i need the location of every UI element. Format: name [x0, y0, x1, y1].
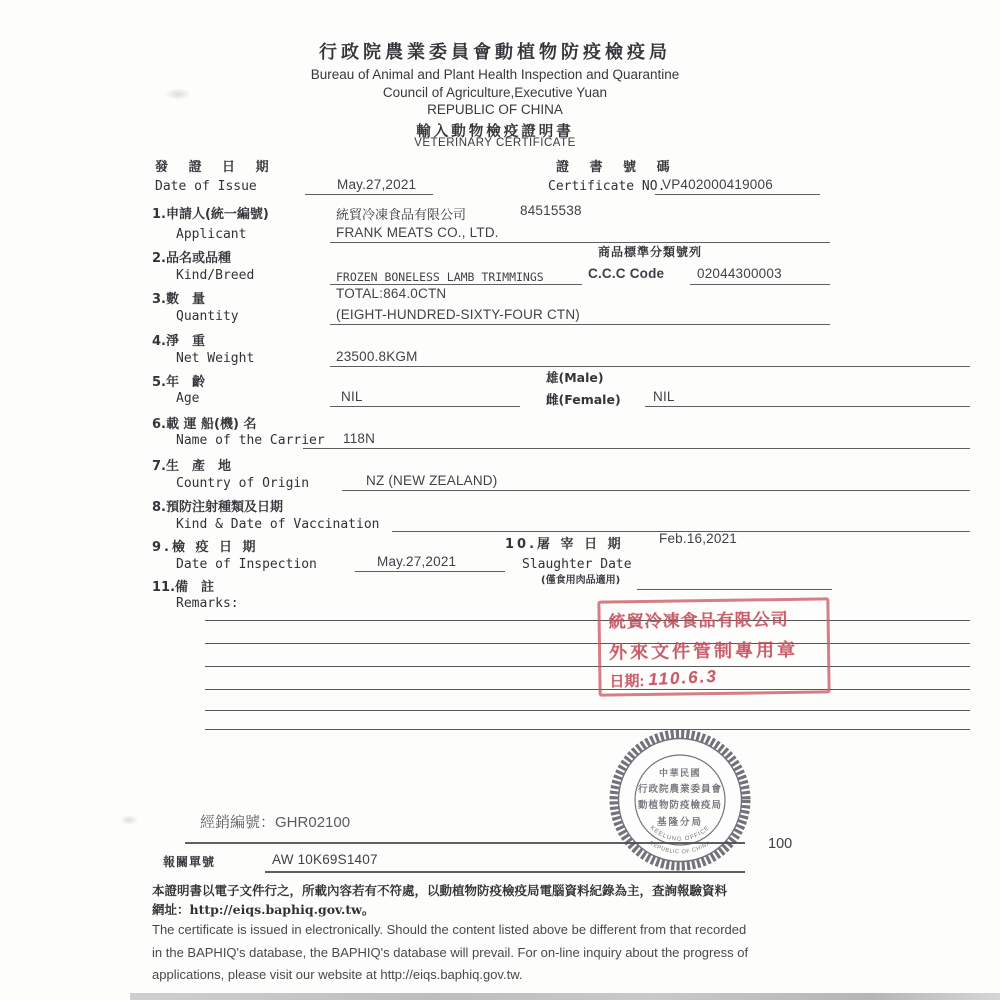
issue-date-underline — [305, 194, 433, 195]
seal-line3: 動植物防疫檢疫局 — [637, 800, 723, 811]
stamp-purpose-text: 外來文件管制專用章 — [608, 639, 799, 663]
certificate-no-underline — [655, 194, 820, 195]
footer-note-zh-2: 網址：http://eiqs.baphiq.gov.tw。 — [152, 902, 375, 917]
scan-smudge — [120, 815, 138, 825]
stamp-date-label: 日期: — [609, 672, 645, 691]
inspection-label-en: Date of Inspection — [176, 557, 317, 572]
slaughter-note-underline — [637, 589, 832, 590]
kind-value: FROZEN BONELESS LAMB TRIMMINGS — [336, 270, 544, 284]
applicant-name-en: FRANK MEATS CO., LTD. — [336, 225, 499, 240]
slaughter-value: Feb.16,2021 — [659, 531, 738, 546]
remarks-line — [205, 729, 970, 730]
applicant-label-en: Applicant — [176, 227, 247, 242]
quantity-label-zh: 3.數 量 — [152, 292, 205, 307]
seal-country-en: REPUBLIC OF CHINA — [647, 840, 713, 856]
inspection-value: May.27,2021 — [377, 554, 457, 569]
ccc-label-en: C.C.C Code — [588, 266, 665, 281]
origin-underline — [342, 490, 970, 491]
stamp-company-name: 統貿冷凍食品有限公司 — [608, 609, 789, 632]
footer-note-zh-1: 本證明書以電子文件行之，所載內容若有不符處，以動植物防疫檢疫局電腦資料紀錄為主，查詢報驗資料 — [152, 883, 728, 898]
agency-title-en: Bureau of Animal and Plant Health Inspection and Quarantine — [310, 67, 680, 82]
stamp-date-handwritten: 110.6.3 — [648, 666, 719, 690]
remarks-line — [205, 689, 970, 690]
net-weight-value: 23500.8KGM — [336, 349, 418, 364]
female-underline — [645, 406, 970, 407]
vaccination-label-en: Kind & Date of Vaccination — [176, 517, 380, 532]
inspection-underline — [355, 571, 505, 572]
age-label-en: Age — [176, 391, 200, 406]
footer-note-en-2: in the BAPHIQ's database, the BAPHIQ's database will prevail. For on-line inquiry about the progress of — [152, 945, 749, 960]
issue-date-value: May.27,2021 — [337, 177, 417, 192]
age-label-zh: 5.年 齡 — [152, 375, 205, 390]
seal-line2: 行政院農業委員會 — [637, 784, 723, 795]
carrier-label-zh: 6.載 運 船(機) 名 — [152, 417, 257, 432]
quantity-underline — [330, 324, 830, 325]
seal-office-en: KEELUNG OFFICE — [648, 824, 712, 843]
stamp-date-row — [609, 668, 821, 692]
doc-title-en: VETERINARY CERTIFICATE — [414, 137, 576, 149]
carrier-label-en: Name of the Carrier — [176, 433, 325, 448]
origin-label-en: Country of Origin — [176, 476, 310, 491]
scan-edge-bar — [130, 993, 1000, 1000]
seal-line4: 基隆分局 — [656, 817, 704, 828]
page-number: 100 — [768, 836, 793, 852]
net-weight-label-en: Net Weight — [176, 351, 255, 366]
slaughter-label-en: Slaughter Date — [522, 557, 632, 572]
age-value: NIL — [341, 389, 363, 404]
age-underline — [330, 406, 520, 407]
company-control-stamp — [597, 597, 830, 696]
remarks-line — [205, 710, 970, 711]
female-value: NIL — [653, 389, 675, 404]
doc-title-zh: 輸入動物檢疫證明書 — [416, 124, 574, 140]
agency-title-zh: 行政院農業委員會動植物防疫檢疫局 — [319, 42, 671, 63]
certificate-no-label-zh: 證 書 號 碼 — [556, 160, 678, 175]
country-line: REPUBLIC OF CHINA — [427, 102, 563, 117]
official-round-seal — [606, 726, 754, 874]
issue-date-label-en: Date of Issue — [155, 179, 257, 194]
kind-underline — [330, 284, 582, 285]
ccc-value: 02044300003 — [697, 266, 782, 281]
quantity-label-en: Quantity — [176, 309, 239, 324]
certificate-no-label-en: Certificate NO. — [548, 179, 666, 194]
customs-no-label: 報關單號 — [163, 855, 216, 869]
remarks-line — [205, 666, 970, 667]
dealer-no-row — [200, 811, 350, 832]
net-weight-label-zh: 4.淨 重 — [152, 334, 205, 349]
applicant-underline — [330, 242, 830, 243]
remarks-label-en: Remarks: — [176, 596, 239, 611]
dealer-no-label: 經銷編號： — [200, 813, 276, 831]
origin-value: NZ (NEW ZEALAND) — [366, 473, 498, 488]
dealer-row-rule — [185, 842, 745, 844]
applicant-uniform-no: 84515538 — [520, 203, 582, 218]
male-label: 雄(Male) — [546, 370, 604, 385]
footer-note-en-3: applications, please visit our website at http://eiqs.baphiq.gov.tw. — [152, 967, 523, 982]
customs-no-value: AW 10K69S1407 — [272, 852, 378, 867]
ccc-underline — [690, 284, 830, 285]
issue-date-label-zh: 發 證 日 期 — [155, 160, 277, 175]
origin-label-zh: 7.生 產 地 — [152, 459, 231, 474]
vaccination-label-zh: 8.預防注射種類及日期 — [152, 500, 283, 515]
quantity-total: TOTAL:864.0CTN — [336, 286, 447, 301]
carrier-value: 118N — [343, 431, 376, 446]
slaughter-label-zh: 10.屠 宰 日 期 — [505, 537, 624, 552]
net-weight-underline — [330, 366, 970, 367]
kind-label-zh: 2.品名或品種 — [152, 251, 231, 266]
slaughter-note-zh: (僅食用肉品適用) — [541, 575, 621, 586]
carrier-underline — [303, 448, 970, 449]
applicant-name-zh: 統貿冷凍食品有限公司 — [336, 208, 467, 223]
customs-row-rule — [265, 871, 745, 873]
ccc-header-zh: 商品標準分類號列 — [598, 245, 703, 259]
certificate-no-value: VP402000419006 — [662, 177, 773, 192]
kind-label-en: Kind/Breed — [176, 268, 255, 283]
seal-line1: 中華民國 — [658, 768, 702, 778]
footer-note-en-1: The certificate is issued in electronically. Should the content listed above be different from that recorded — [152, 922, 747, 937]
council-line: Council of Agriculture,Executive Yuan — [382, 85, 608, 100]
dealer-no-value: GHR02100 — [275, 814, 351, 831]
quantity-words: (EIGHT-HUNDRED-SIXTY-FOUR CTN) — [336, 307, 580, 322]
remarks-line — [205, 620, 970, 621]
inspection-label-zh: 9.檢 疫 日 期 — [152, 540, 259, 555]
remarks-label-zh: 11.備 註 — [152, 580, 215, 595]
applicant-label-zh: 1.申請人(統一編號) — [152, 207, 269, 222]
remarks-line — [205, 643, 970, 644]
female-label: 雌(Female) — [546, 392, 621, 407]
